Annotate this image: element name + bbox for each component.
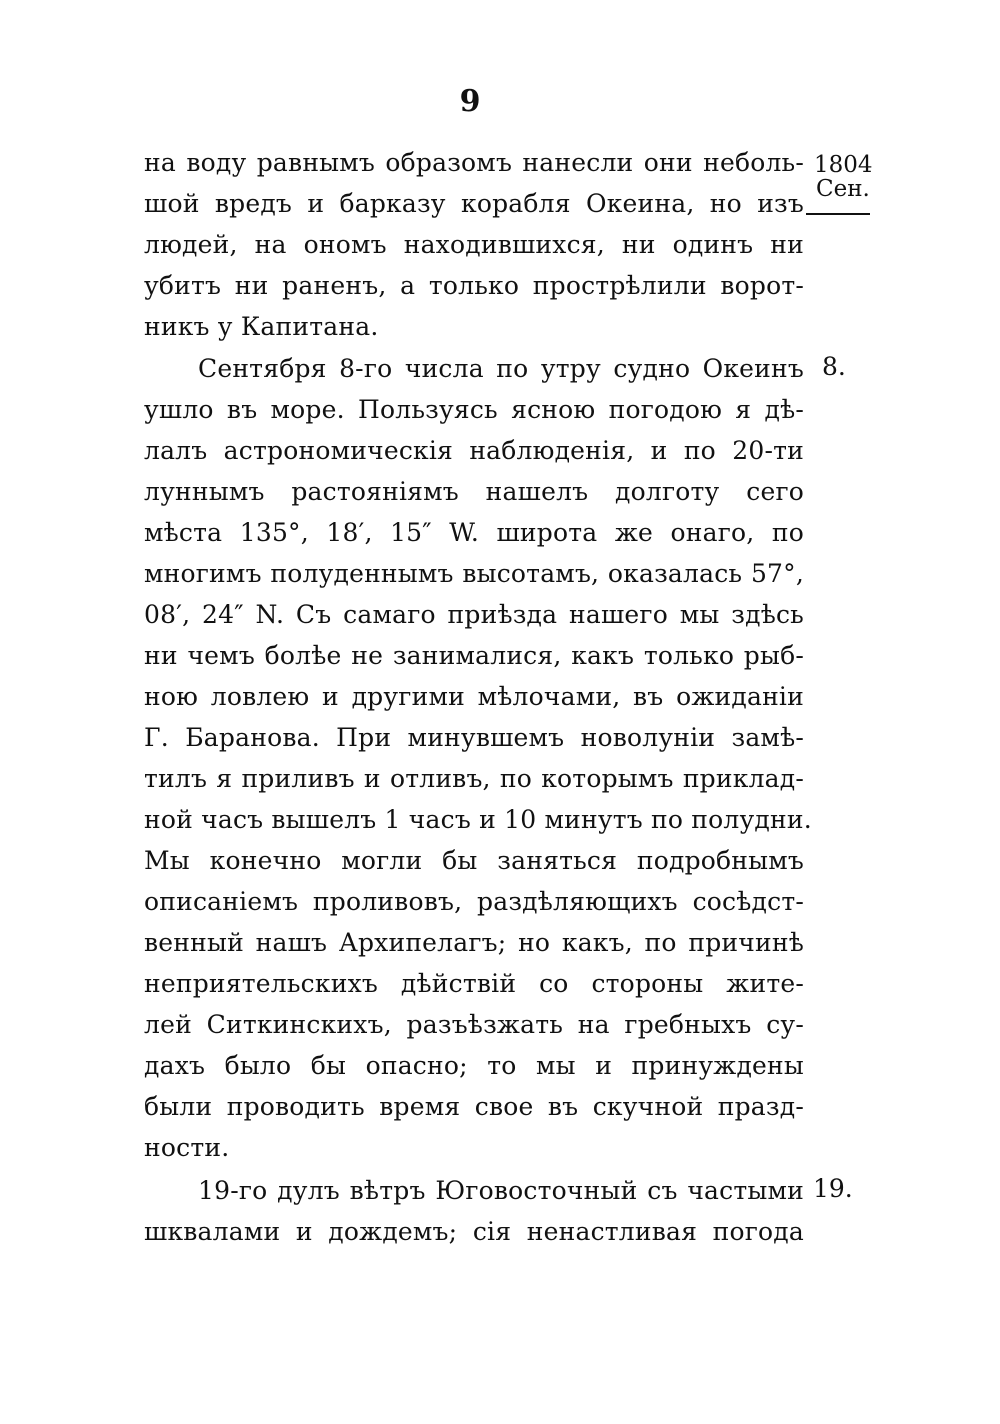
text-line: ни чемъ болѣе не занималися, какъ только рыб-: [144, 641, 804, 670]
text-line: людей, на ономъ находившихся, ни одинъ ни: [144, 230, 804, 259]
text-line: Г. Баранова. При минувшемъ новолуніи замѣ-: [144, 723, 804, 752]
margin-month: Сен.: [816, 176, 870, 202]
margin-date-8: 8.: [822, 352, 846, 381]
text-line: описаніемъ проливовъ, раздѣляющихъ сосѣдст-: [144, 887, 804, 916]
text-line: многимъ полуденнымъ высотамъ, оказалась 57°,: [144, 559, 804, 588]
margin-date-19: 19.: [813, 1174, 853, 1203]
text-line: венный нашъ Архипелагъ; но какъ, по причинѣ: [144, 928, 804, 957]
text-line: неприятельскихъ дѣйствій со стороны жите-: [144, 969, 804, 998]
text-line: на воду равнымъ образомъ нанесли они неболь-: [144, 148, 804, 177]
text-line: ной часъ вышелъ 1 часъ и 10 минутъ по полудни.: [144, 805, 812, 834]
text-line: ною ловлею и другими мѣлочами, въ ожиданіи: [144, 682, 804, 711]
text-line: луннымъ растояніямъ нашелъ долготу сего: [144, 477, 804, 506]
text-line: дахъ было бы опасно; то мы и принуждены: [144, 1051, 804, 1080]
text-line: были проводить время свое въ скучной празд-: [144, 1092, 804, 1121]
text-line: лалъ астрономическія наблюденія, и по 20-ти: [144, 436, 804, 465]
text-line: шой вредъ и барказу корабля Океина, но изъ: [144, 189, 804, 218]
page-number: 9: [459, 84, 481, 119]
text-line: лей Ситкинскихъ, разъѣзжать на гребныхъ су-: [144, 1010, 804, 1039]
text-line: Мы конечно могли бы заняться подробнымъ: [144, 846, 804, 875]
text-line: шквалами и дождемъ; сія ненастливая погода: [144, 1217, 804, 1246]
margin-divider: [806, 213, 870, 215]
text-line: никъ у Капитана.: [144, 312, 379, 341]
text-line: убитъ ни раненъ, а только прострѣлили ворот-: [144, 271, 804, 300]
text-line: 19-го дулъ вѣтръ Юговосточный съ частыми: [198, 1176, 804, 1205]
text-line: Сентября 8-го числа по утру судно Океинъ: [198, 354, 804, 383]
margin-year: 1804: [814, 152, 873, 178]
text-line: ушло въ море. Пользуясь ясною погодою я дѣ-: [144, 395, 804, 424]
text-line: 08′, 24″ N. Съ самаго приѣзда нашего мы здѣсь: [144, 600, 804, 629]
text-line: мѣста 135°, 18′, 15″ W. широта же онаго, по: [144, 518, 804, 547]
text-line: ности.: [144, 1133, 230, 1162]
text-line: тилъ я приливъ и отливъ, по которымъ приклад-: [144, 764, 804, 793]
